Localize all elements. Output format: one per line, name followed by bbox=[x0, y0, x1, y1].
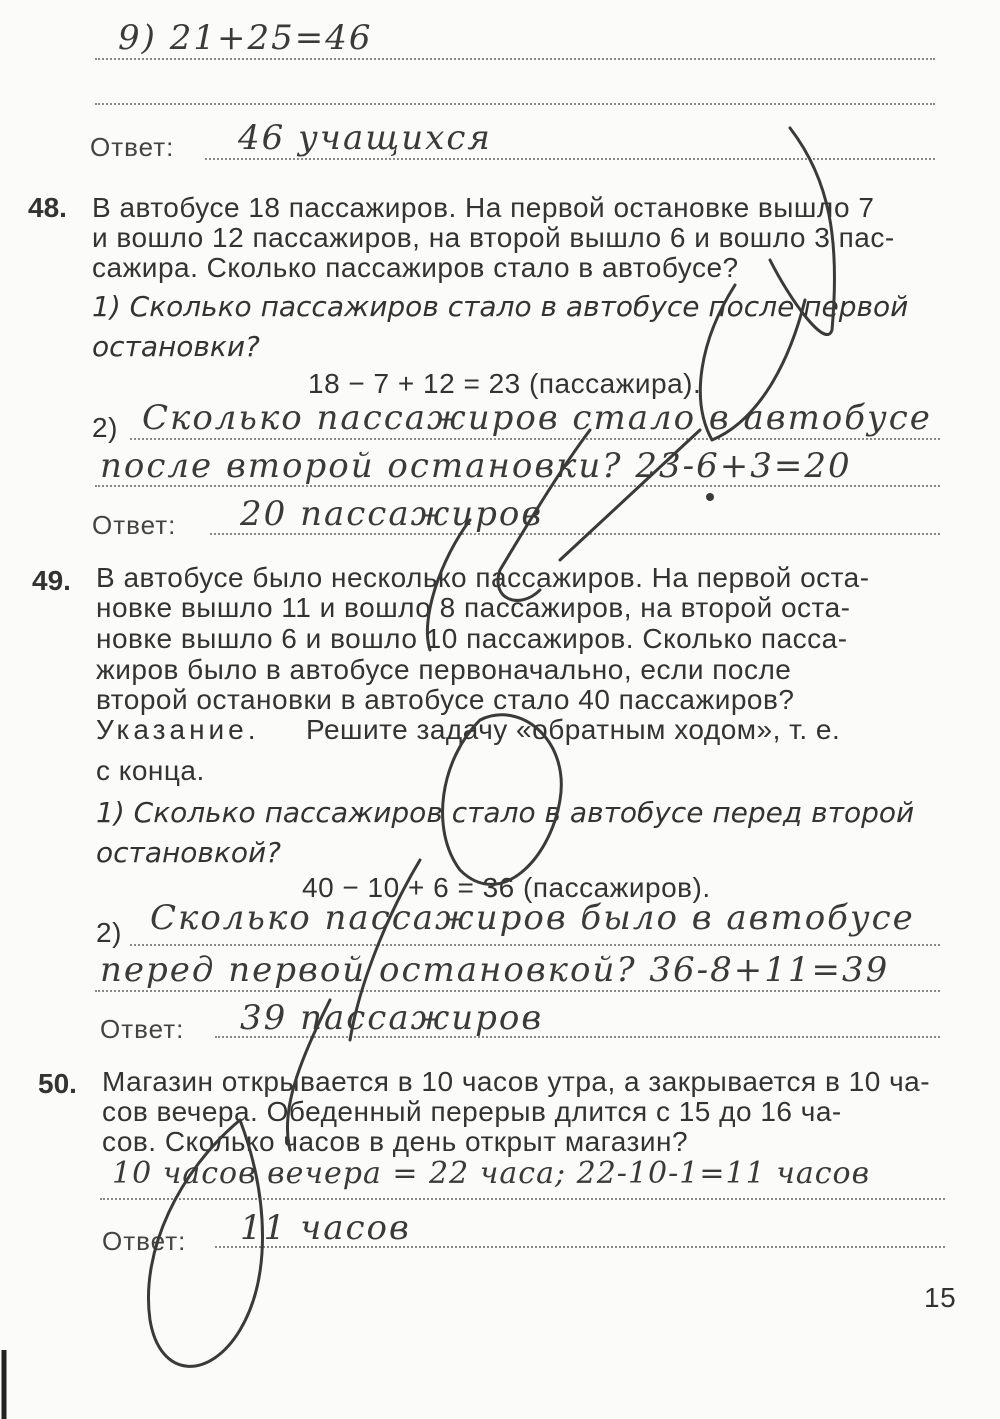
answer-handwritten: 20 пассажиров bbox=[240, 494, 544, 534]
answer-label: Ответ: bbox=[90, 132, 175, 162]
answer-handwritten: 39 пассажиров bbox=[240, 998, 544, 1038]
problem-text-line: второй остановки в автобусе стало 40 пассажиров? bbox=[96, 684, 795, 715]
dotted-line bbox=[130, 944, 940, 946]
problem-text-line: Магазин открывается в 10 часов утра, а закрывается в 10 ча- bbox=[102, 1066, 931, 1097]
problem-text-line: сов. Сколько часов в день открыт магазин? bbox=[102, 1126, 689, 1157]
dotted-line bbox=[215, 1246, 945, 1248]
dotted-line bbox=[95, 485, 940, 487]
problem-number: 48. bbox=[28, 192, 67, 223]
top-answer-handwritten: 46 учащихся bbox=[238, 118, 492, 158]
solution-handwritten: 10 часов вечера = 22 часа; 22-10-1=11 часов bbox=[112, 1156, 871, 1191]
step-answer-handwritten: Сколько пассажиров стало в автобусе bbox=[142, 398, 932, 438]
problem-number: 50. bbox=[38, 1068, 77, 1099]
step-answer-handwritten: после второй остановки? 23-6+3=20 bbox=[100, 446, 852, 486]
step-question: остановкой? bbox=[96, 836, 282, 869]
problem-text-line: и вошло 12 пассажиров, на второй вышло 6 и вошло 3 пас- bbox=[92, 222, 895, 253]
dotted-line bbox=[95, 58, 935, 60]
problem-number: 49. bbox=[32, 565, 71, 596]
step-answer-handwritten: Сколько пассажиров было в автобусе bbox=[150, 898, 915, 938]
step-question: 1) Сколько пассажиров стало в автобусе перед второй bbox=[96, 796, 915, 829]
dotted-line bbox=[95, 990, 940, 992]
step-formula: 40 − 10 + 6 = 36 (пассажиров). bbox=[302, 872, 711, 903]
step-answer-handwritten: перед первой остановкой? 36-8+11=39 bbox=[100, 950, 890, 990]
answer-label: Ответ: bbox=[102, 1226, 187, 1256]
hint-text: с конца. bbox=[96, 755, 205, 786]
step-question: 1) Сколько пассажиров стало в автобусе после первой bbox=[92, 290, 909, 323]
problem-text-line: сажира. Сколько пассажиров стало в автобусе? bbox=[92, 252, 739, 283]
dotted-line bbox=[215, 1036, 940, 1038]
problem-text-line: В автобусе 18 пассажиров. На первой остановке вышло 7 bbox=[92, 192, 875, 223]
page-number: 15 bbox=[924, 1282, 957, 1313]
problem-text-line: сов вечера. Обеденный перерыв длится с 15 до 16 ча- bbox=[102, 1096, 842, 1127]
hint-label: Указание. bbox=[96, 714, 260, 745]
answer-handwritten: 11 часов bbox=[240, 1208, 411, 1248]
problem-text-line: жиров было в автобусе первоначально, если после bbox=[96, 654, 792, 685]
problem-text-line: В автобусе было несколько пассажиров. На первой оста- bbox=[96, 562, 870, 593]
step-prefix: 2) bbox=[96, 917, 122, 948]
dotted-line bbox=[95, 103, 935, 105]
dotted-line bbox=[210, 533, 940, 535]
problem-text-line: новке вышло 11 и вошло 8 пассажиров, на второй оста- bbox=[96, 592, 851, 623]
step-question: остановки? bbox=[92, 330, 260, 363]
step-prefix: 2) bbox=[92, 412, 118, 443]
dotted-line bbox=[205, 158, 935, 160]
top-solution-handwritten: 9) 21+25=46 bbox=[118, 18, 373, 58]
answer-label: Ответ: bbox=[100, 1014, 185, 1044]
answer-label: Ответ: bbox=[92, 510, 177, 540]
dotted-line bbox=[130, 438, 940, 440]
step-formula: 18 − 7 + 12 = 23 (пассажира). bbox=[308, 368, 702, 399]
hint-text: Решите задачу «обратным ходом», т. е. bbox=[306, 714, 841, 745]
problem-text-line: новке вышло 6 и вошло 10 пассажиров. Сколько пасса- bbox=[96, 623, 848, 654]
dotted-line bbox=[100, 1198, 945, 1200]
